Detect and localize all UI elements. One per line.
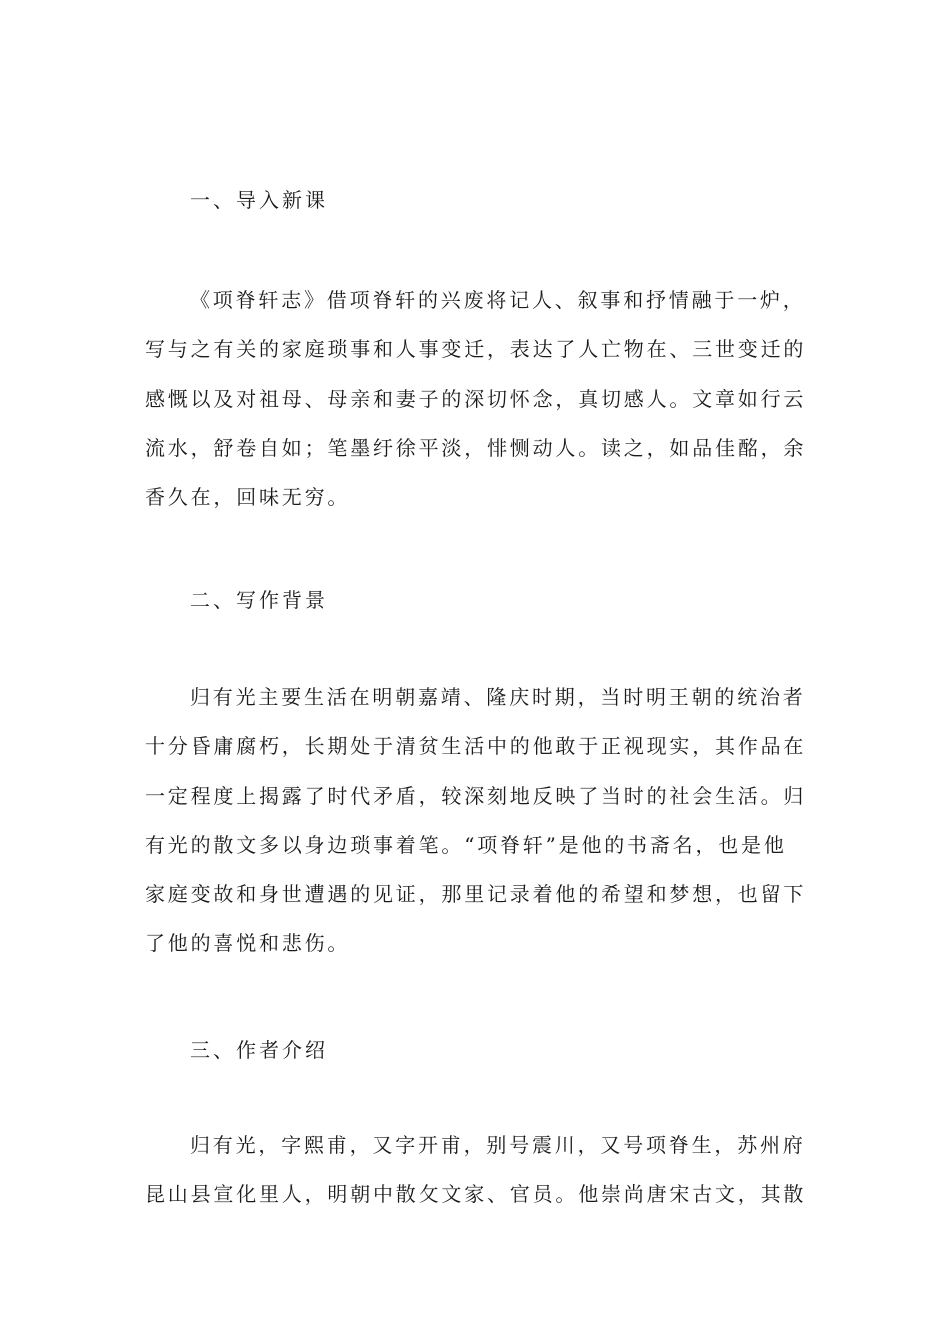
paragraph-line: 《项脊轩志》借项脊轩的兴废将记人、叙事和抒情融于一炉， <box>190 288 806 312</box>
paragraph-line: 写与之有关的家庭琐事和人事变迁，表达了人亡物在、三世变迁的 <box>145 337 807 362</box>
paragraph-line: 一定程度上揭露了时代矛盾，较深刻地反映了当时的社会生活。归 <box>145 783 807 808</box>
section-heading-author: 三、作者介绍 <box>190 1038 328 1062</box>
paragraph-line: 感慨以及对祖母、母亲和妻子的深切怀念，真切感人。文章如行云 <box>145 386 807 411</box>
paragraph-line: 了他的喜悦和悲伤。 <box>145 931 351 956</box>
paragraph-line: 香久在，回味无穷。 <box>145 485 351 510</box>
section-heading-intro: 一、导入新课 <box>190 188 328 212</box>
paragraph-line: 归有光主要生活在明朝嘉靖、隆庆时期，当时明王朝的统治者 <box>190 685 806 709</box>
paragraph-line: 归有光，字熙甫，又字开甫，别号震川，又号项脊生，苏州府 <box>190 1133 806 1157</box>
paragraph-line: 流水，舒卷自如；笔墨纡徐平淡，悱恻动人。读之，如品佳酩，余 <box>145 435 807 460</box>
paragraph-line: 昆山县宣化里人，明朝中散攵文家、官员。他崇尚唐宋古文，其散 <box>145 1182 807 1207</box>
paragraph-line: 家庭变故和身世遭遇的见证，那里记录着他的希望和梦想，也留下 <box>145 882 807 907</box>
paragraph-line: 十分昏庸腐朽，长期处于清贫生活中的他敢于正视现实，其作品在 <box>145 734 807 759</box>
section-paragraph-author <box>145 1121 809 1220</box>
section-heading-background: 二、写作背景 <box>190 588 328 612</box>
section-paragraph-background <box>145 673 809 969</box>
paragraph-line: 有光的散文多以身边琐事着笔。“项脊轩”是他的书斋名，也是他 <box>145 832 787 857</box>
section-paragraph-intro <box>145 276 809 522</box>
